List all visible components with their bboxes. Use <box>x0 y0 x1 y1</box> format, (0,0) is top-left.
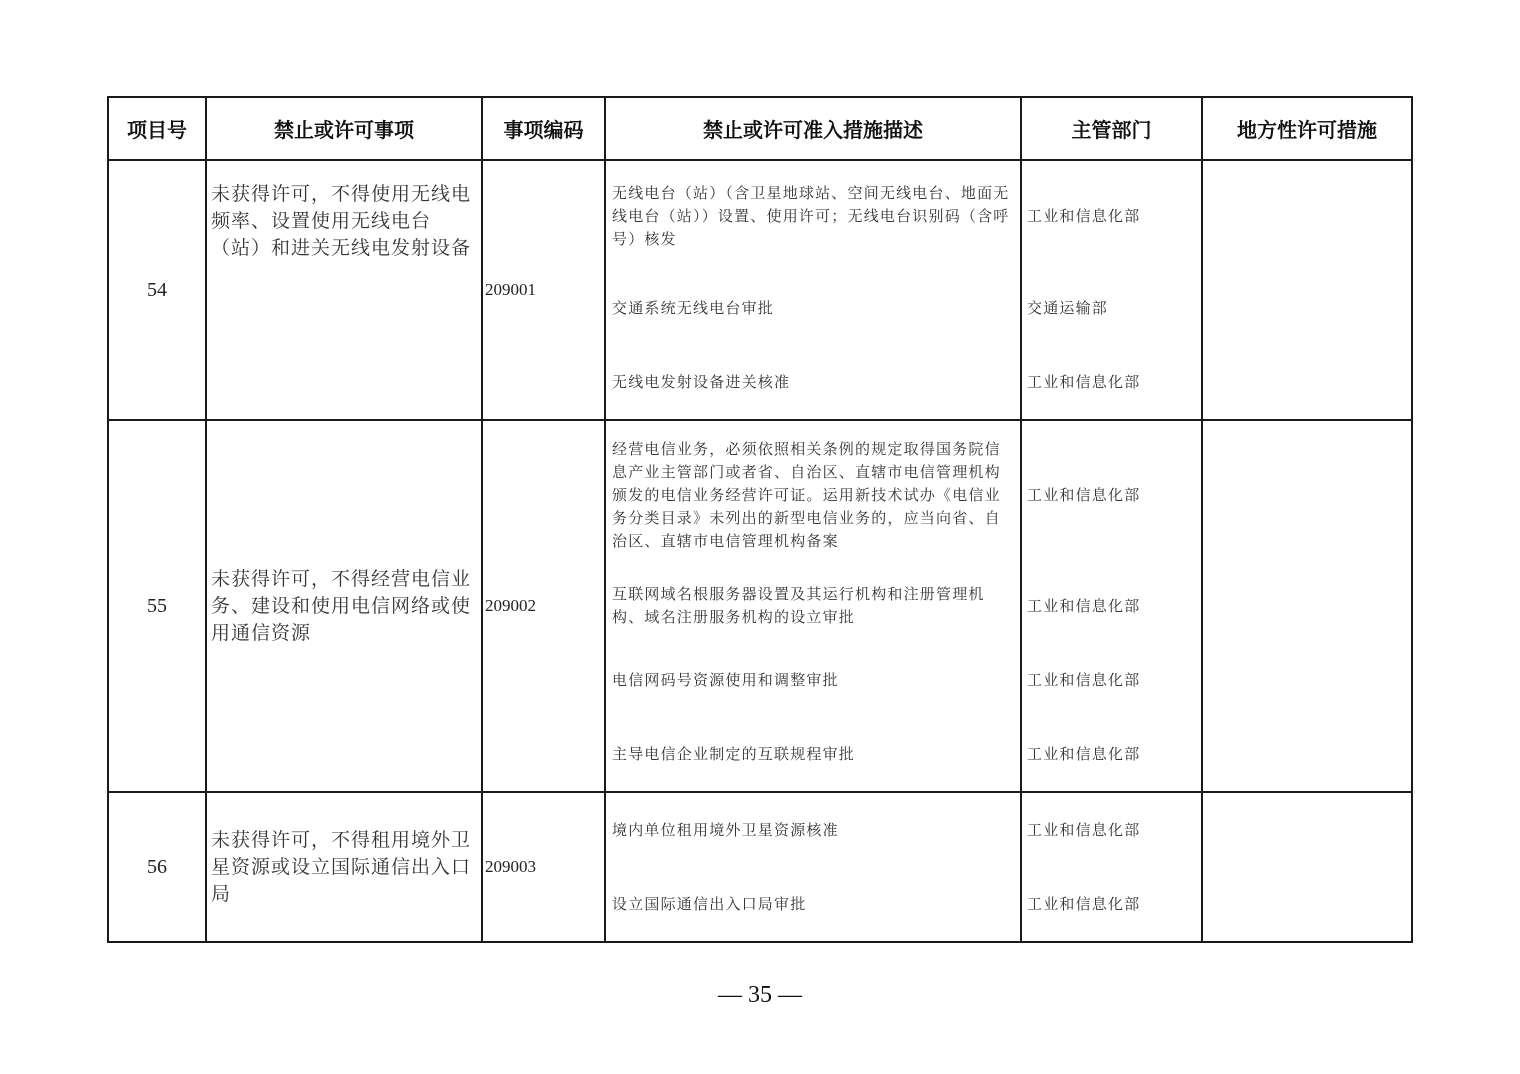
description-cell <box>605 792 1021 942</box>
table-row <box>108 420 1412 792</box>
header-department: 主管部门 <box>1021 97 1202 160</box>
description-cell <box>605 160 1021 420</box>
table-header-row <box>108 97 1412 160</box>
project-no: 56 <box>108 792 206 942</box>
page-number: — 35 — <box>718 982 802 1008</box>
measure-description: 设立国际通信出入口局审批 <box>612 894 807 913</box>
department: 工业和信息化部 <box>1027 820 1141 839</box>
header-local-measures: 地方性许可措施 <box>1202 97 1412 160</box>
department: 工业和信息化部 <box>1027 894 1141 913</box>
measure-description: 无线电台（站）（含卫星地球站、空间无线电台、地面无线电台（站））设置、使用许可；无线电台识别码（含呼号）核发 <box>612 183 1010 248</box>
description-cell <box>605 420 1021 792</box>
department: 工业和信息化部 <box>1027 596 1141 615</box>
measure-description: 经营电信业务，必须依照相关条例的规定取得国务院信息产业主管部门或者省、自治区、直辖市电信管理机构颁发的电信业务经营许可证。运用新技术试办《电信业务分类目录》未列出的新型电信业务的，应当向省、自治区、直辖市电信管理机构备案 <box>612 439 1001 550</box>
permit-table <box>107 96 1413 943</box>
department: 工业和信息化部 <box>1027 744 1141 763</box>
item-name: 未获得许可，不得租用境外卫星资源或设立国际通信出入口局 <box>206 792 482 942</box>
item-code: 209002 <box>482 420 605 792</box>
department: 工业和信息化部 <box>1027 485 1141 504</box>
local-measure-cell <box>1202 420 1412 792</box>
measure-description: 互联网域名根服务器设置及其运行机构和注册管理机构、域名注册服务机构的设立审批 <box>612 585 985 626</box>
item-code: 209001 <box>482 160 605 420</box>
measure-description: 主导电信企业制定的互联规程审批 <box>612 744 856 763</box>
department: 工业和信息化部 <box>1027 372 1141 391</box>
measure-description: 无线电发射设备进关核准 <box>612 372 791 391</box>
department-cell <box>1021 160 1202 420</box>
department: 工业和信息化部 <box>1027 670 1141 689</box>
header-item: 禁止或许可事项 <box>206 97 482 160</box>
item-name: 未获得许可，不得使用无线电频率、设置使用无线电台（站）和进关无线电发射设备 <box>206 160 482 420</box>
header-code: 事项编码 <box>482 97 605 160</box>
table-row <box>108 792 1412 942</box>
header-project-no: 项目号 <box>108 97 206 160</box>
item-name: 未获得许可，不得经营电信业务、建设和使用电信网络或使用通信资源 <box>206 420 482 792</box>
local-measure-cell <box>1202 792 1412 942</box>
department: 交通运输部 <box>1027 298 1109 317</box>
measure-description: 交通系统无线电台审批 <box>612 298 775 317</box>
department-cell <box>1021 792 1202 942</box>
department-cell <box>1021 420 1202 792</box>
local-measure-cell <box>1202 160 1412 420</box>
table-row <box>108 160 1412 420</box>
project-no: 55 <box>108 420 206 792</box>
measure-description: 境内单位租用境外卫星资源核准 <box>612 820 839 839</box>
department: 工业和信息化部 <box>1027 206 1141 225</box>
project-no: 54 <box>108 160 206 420</box>
item-code: 209003 <box>482 792 605 942</box>
header-description: 禁止或许可准入措施描述 <box>605 97 1021 160</box>
measure-description: 电信网码号资源使用和调整审批 <box>612 670 839 689</box>
